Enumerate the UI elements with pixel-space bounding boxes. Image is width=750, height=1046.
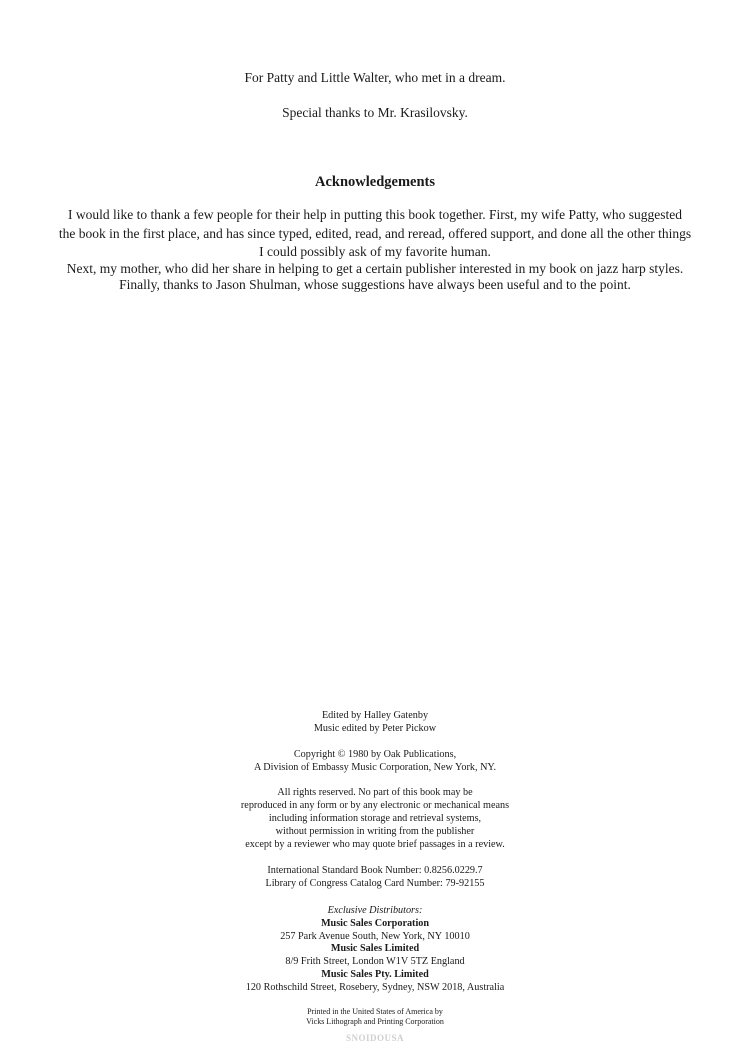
dedication-line: For Patty and Little Walter, who met in a dream.	[244, 70, 506, 85]
acknowledgements-line: the book in the first place, and has since typed, edited, read, and reread, offered support, and done all the other things	[58, 226, 692, 241]
acknowledgements-line: I could possibly ask of my favorite human.	[259, 244, 491, 259]
distributors-heading: Exclusive Distributors:	[327, 905, 423, 916]
printer-line: Vicks Lithograph and Printing Corporation	[306, 1017, 444, 1026]
acknowledgements-line: I would like to thank a few people for their help in putting this book together. First, my wife Patty, who suggested	[67, 207, 683, 222]
publisher-division-line: A Division of Embassy Music Corporation, New York, NY.	[253, 762, 497, 773]
acknowledgements-line: Finally, thanks to Jason Shulman, whose suggestions have always been useful and to the point.	[119, 277, 631, 292]
distributor-address: 8/9 Frith Street, London W1V 5TZ England	[285, 956, 465, 967]
special-thanks-line: Special thanks to Mr. Krasilovsky.	[282, 105, 468, 120]
distributor-name: Music Sales Limited	[330, 943, 420, 954]
rights-line: except by a reviewer who may quote brief passages in a review.	[245, 839, 505, 850]
distributor-name: Music Sales Corporation	[320, 918, 430, 929]
editor-credit: Edited by Halley Gatenby	[321, 710, 429, 721]
bleed-through-text: SNOIDOUSA	[345, 1033, 404, 1043]
distributor-address: 120 Rothschild Street, Rosebery, Sydney, NSW 2018, Australia	[245, 982, 505, 993]
music-editor-credit: Music edited by Peter Pickow	[313, 723, 437, 734]
rights-line: All rights reserved. No part of this book may be	[277, 787, 473, 798]
distributor-name: Music Sales Pty. Limited	[321, 969, 429, 980]
rights-line: including information storage and retrieval systems,	[268, 813, 482, 824]
copyright-line: Copyright © 1980 by Oak Publications,	[293, 749, 457, 760]
rights-line: without permission in writing from the publisher	[275, 826, 475, 837]
distributor-address: 257 Park Avenue South, New York, NY 10010	[280, 931, 470, 942]
isbn-line: International Standard Book Number: 0.8256.0229.7	[267, 865, 483, 876]
rights-line: reproduced in any form or by any electronic or mechanical means	[240, 800, 510, 811]
printer-line: Printed in the United States of America by	[307, 1007, 443, 1016]
acknowledgements-title: Acknowledgements	[314, 174, 436, 190]
lccn-line: Library of Congress Catalog Card Number: 79-92155	[265, 878, 485, 889]
acknowledgements-line: Next, my mother, who did her share in helping to get a certain publisher interested in my book on jazz harp styles.	[66, 261, 684, 276]
